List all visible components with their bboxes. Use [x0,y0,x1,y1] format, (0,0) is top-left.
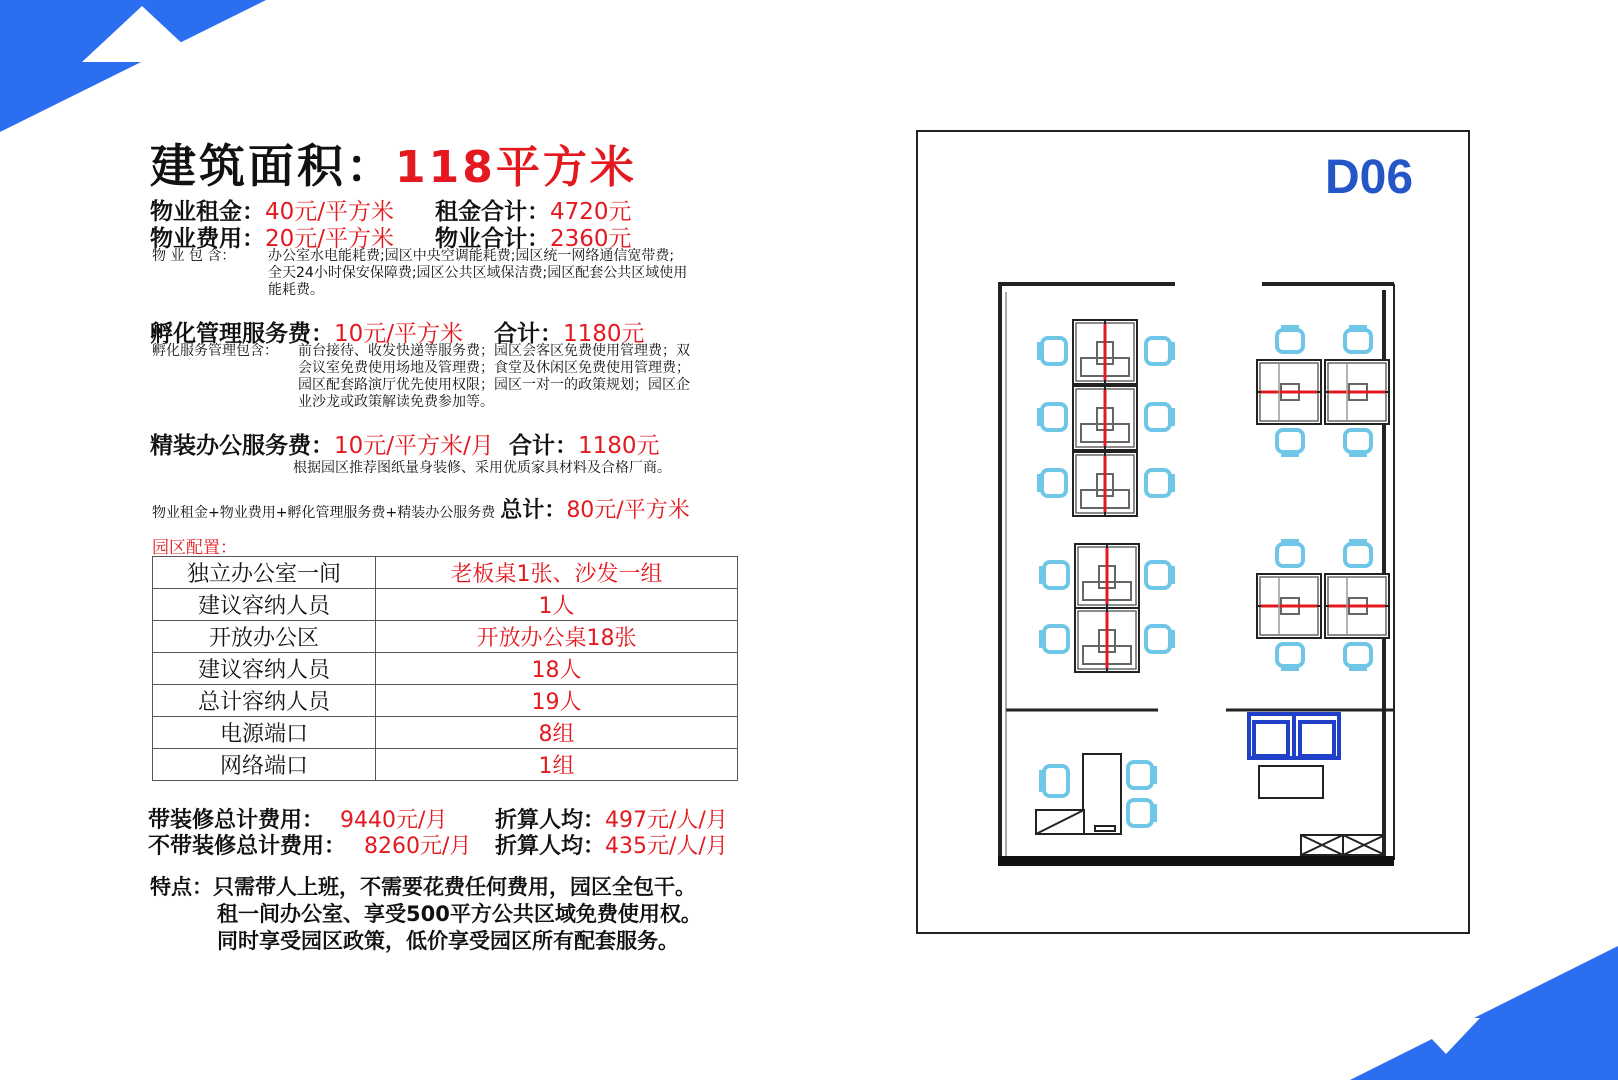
without-decoration-value: 8260元/月 [364,834,472,859]
config-value: 1人 [376,589,738,621]
property-includes-line: 能耗费。 [268,282,324,298]
incubation-includes-label: 孵化服务管理包含： [152,343,278,359]
without-decoration-avg-value: 435元/人/月 [605,834,728,859]
property-includes-line: 全天24小时保安保障费;园区公共区域保洁费;园区配套公共区域使用 [268,265,688,281]
area-value: 118平方米 [395,142,637,193]
area-label: 建筑面积： [150,139,395,193]
with-decoration-avg-label: 折算人均： [495,808,606,833]
incubation-includes-line: 园区配套路演厅优先使用权限；园区一对一的政策规划；园区企 [298,377,690,393]
decoration-total-label: 合计： [509,433,578,459]
incubation-total-label: 合计： [494,321,563,347]
features-line: 租一间办公室、享受500平方公共区域免费使用权。 [217,902,702,926]
property-fee-label: 物业费用： [150,226,265,252]
property-total-label: 物业合计： [435,226,550,252]
rent-value: 40元/平方米 [265,199,395,225]
config-value: 8组 [376,717,738,749]
features-line: 只需带人上班，不需要花费任何费用，园区全包干。 [213,875,696,899]
config-key: 电源端口 [153,717,376,749]
rent-total-value: 4720元 [550,199,632,225]
without-decoration-label: 不带装修总计费用： [148,834,347,859]
without-decoration-avg-label: 折算人均： [495,834,606,859]
total-value: 80元/平方米 [566,498,690,523]
property-fee-value: 20元/平方米 [265,226,395,252]
rent-total-label: 租金合计： [435,199,550,225]
config-key: 总计容纳人员 [153,685,376,717]
rent-label: 物业租金： [150,199,265,225]
with-decoration-value: 9440元/月 [340,808,448,833]
decoration-label: 精装办公服务费： [150,433,334,459]
property-total-value: 2360元 [550,226,632,252]
config-key: 网络端口 [153,749,376,781]
config-value: 老板桌1张、沙发一组 [376,557,738,589]
config-key: 开放办公区 [153,621,376,653]
decoration-note: 根据园区推荐图纸量身装修、采用优质家具材料及合格厂商。 [293,460,671,476]
features-line: 同时享受园区政策，低价享受园区所有配套服务。 [217,929,679,953]
config-key: 建议容纳人员 [153,589,376,621]
incubation-includes-line: 前台接待、收发快递等服务费；园区会客区免费使用管理费；双 [298,343,690,359]
config-key: 独立办公室一间 [153,557,376,589]
features-label: 特点： [150,875,213,899]
config-value: 19人 [376,685,738,717]
config-value: 18人 [376,653,738,685]
incubation-value: 10元/平方米 [334,321,464,347]
config-key: 建议容纳人员 [153,653,376,685]
total-formula: 物业租金+物业费用+孵化管理服务费+精装办公服务费 [152,505,496,521]
config-value: 开放办公桌18张 [376,621,738,653]
incubation-total-value: 1180元 [563,321,645,347]
decoration-total-value: 1180元 [578,433,660,459]
incubation-includes-line: 业沙龙或政策解读免费参加等。 [298,394,494,410]
config-title: 园区配置： [152,538,237,558]
total-label: 总计： [500,498,567,523]
unit-number: D06 [1325,151,1414,204]
decoration-value: 10元/平方米/月 [334,433,494,459]
with-decoration-label: 带装修总计费用： [148,808,325,833]
with-decoration-avg-value: 497元/人/月 [605,808,728,833]
incubation-label: 孵化管理服务费： [150,321,334,347]
config-value: 1组 [376,749,738,781]
property-includes-label: 物 业 包 含： [152,248,236,264]
incubation-includes-line: 会议室免费使用场地及管理费；食堂及休闲区免费使用管理费； [298,360,690,376]
property-includes-line: 办公室水电能耗费;园区中央空调能耗费;园区统一网络通信宽带费; [268,248,675,264]
